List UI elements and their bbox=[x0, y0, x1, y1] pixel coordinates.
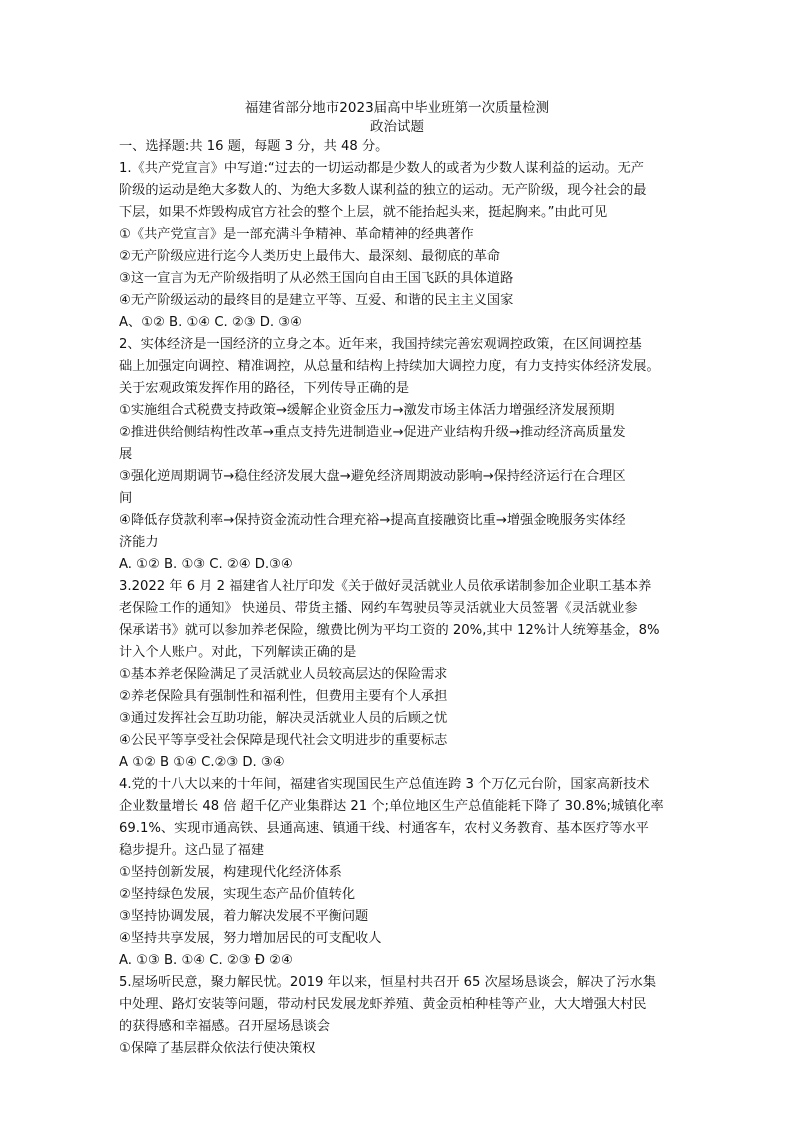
option-item: ③这一宣言为无产阶级指明了从必然王国向自由王国飞跃的具体道路 bbox=[119, 271, 514, 286]
question-stem-line: 础上加强定向调控、精准调控，从总量和结构上持续加大调控力度，有力支持实体经济发展。 bbox=[119, 359, 660, 374]
answer-choices: A. ①② B. ①③ C. ②④ D.③④ bbox=[119, 557, 293, 572]
option-item: ②养老保险具有强制性和福利性，但费用主要有个人承担 bbox=[119, 689, 448, 704]
option-item: ①坚持创新发展，构建现代化经济体系 bbox=[119, 865, 342, 880]
question-stem-line: 3.2022 年 6 月 2 福建省人社厅印发《关于做好灵活就业人员依承诺制参加企业职工基本养 bbox=[119, 579, 652, 594]
option-item: ④降低存贷款利率→保持资金流动性合理充裕→提高直接融资比重→增强金晚服务实体经 bbox=[119, 513, 626, 528]
option-item: ②坚持绿色发展，实现生态产品价值转化 bbox=[119, 887, 356, 902]
question-stem-line: 阶级的运动是绝大多数人的、为绝大多数人谋利益的独立的运动。无产阶级，现今社会的最 bbox=[119, 183, 647, 198]
option-item: ①基本养老保险满足了灵活就业人员较高层达的保险需求 bbox=[119, 667, 448, 682]
option-item: ②推进供给侧结构性改革→重点支持先进制造业→促进产业结构升级→推动经济高质量发 bbox=[119, 425, 626, 440]
option-item: ③通过发挥社会互助功能，解决灵活就业人员的后顾之忧 bbox=[119, 711, 448, 726]
option-item: ①实施组合式税费支持政策→缓解企业资金压力→激发市场主体活力增强经济发展预期 bbox=[119, 403, 615, 418]
option-item: ②无产阶级应进行迄今人类历史上最伟大、最深刻、最彻底的革命 bbox=[119, 249, 501, 264]
exam-title: 福建省部分地市2023届高中毕业班第一次质量检测 bbox=[244, 100, 550, 116]
section-heading: 一、选择题:共 16 题，每题 3 分，共 48 分。 bbox=[119, 139, 389, 154]
answer-choices: A. ①③ B. ①④ C. ②③ Đ ②④ bbox=[119, 953, 293, 968]
question-stem-line: 的获得感和幸福感。召开屋场恳谈会 bbox=[119, 1019, 330, 1034]
question-stem-line: 1.《共产党宣言》中写道:“过去的一切运动都是少数人的或者为少数人谋利益的运动。无产 bbox=[119, 161, 644, 176]
option-item: 展 bbox=[119, 447, 133, 462]
question-stem-line: 中处理、路灯安装等问题，带动村民发展龙虾养殖、黄金贡柏种桂等产业，大大增强大村民 bbox=[119, 997, 647, 1012]
question-stem-line: 69.1%、实现市通高铁、县通高速、镇通干线、村通客车，农村义务教育、基本医疗等水平 bbox=[119, 821, 649, 836]
question-stem-line: 企业数量增长 48 倍 超千亿产业集群达 21 个;单位地区生产总值能耗下降了 30.8%;城镇化率 bbox=[119, 799, 664, 814]
option-item: ①保障了基层群众依法行使决策权 bbox=[119, 1041, 316, 1056]
option-item: 济能力 bbox=[119, 535, 159, 550]
question-stem-line: 稳步提升。这凸显了福建 bbox=[119, 843, 265, 858]
subject-title: 政治试题 bbox=[370, 119, 424, 135]
answer-choices: A、①② B. ①④ C. ②③ D. ③④ bbox=[119, 315, 302, 330]
answer-choices: A ①② B ①④ C.②③ D. ③④ bbox=[119, 755, 285, 770]
question-stem-line: 老保险工作的通知》 快递员、带货主播、网约车驾驶员等灵活就业大员签署《灵活就业参 bbox=[119, 601, 638, 616]
option-item: 间 bbox=[119, 491, 133, 506]
question-stem-line: 4.党的十八大以来的十年间，福建省实现国民生产总值连跨 3 个万亿元台阶，国家高新技术 bbox=[119, 777, 650, 792]
option-item: ④坚持共享发展，努力增加居民的可支配收人 bbox=[119, 931, 382, 946]
question-stem-line: 计入个人账户。对此，下列解读正确的是 bbox=[119, 645, 357, 660]
question-stem-line: 关于宏观政策发挥作用的路径，下列传导正确的是 bbox=[119, 381, 410, 396]
question-stem-line: 下层，如果不炸毁构成官方社会的整个上层，就不能抬起头来，挺起胸来。”由此可见 bbox=[119, 205, 608, 220]
option-item: ①《共产党宣言》是一部充满斗争精神、革命精神的经典著作 bbox=[119, 227, 474, 242]
question-stem-line: 5.屋场听民意，聚力解民忧。2019 年以来，恒星村共召开 65 次屋场恳谈会，解决了污水集 bbox=[119, 975, 657, 990]
question-stem-line: 保承诺书》就可以参加养老保险，缴费比例为平均工资的 20%,其中 12%计人统筹基金，8% bbox=[119, 623, 660, 638]
option-item: ④无产阶级运动的最终目的是建立平等、互爱、和谐的民主主义国家 bbox=[119, 293, 514, 308]
question-stem-line: 2、实体经济是一国经济的立身之本。近年来，我国持续完善宏观调控政策，在区间调控基 bbox=[119, 337, 642, 352]
option-item: ④公民平等享受社会保障是现代社会文明进步的重要标志 bbox=[119, 733, 448, 748]
option-item: ③坚持协调发展，着力解决发展不平衡问题 bbox=[119, 909, 369, 924]
option-item: ③强化逆周期调节→稳住经济发展大盘→避免经济周期波动影响→保持经济运行在合理区 bbox=[119, 469, 626, 484]
